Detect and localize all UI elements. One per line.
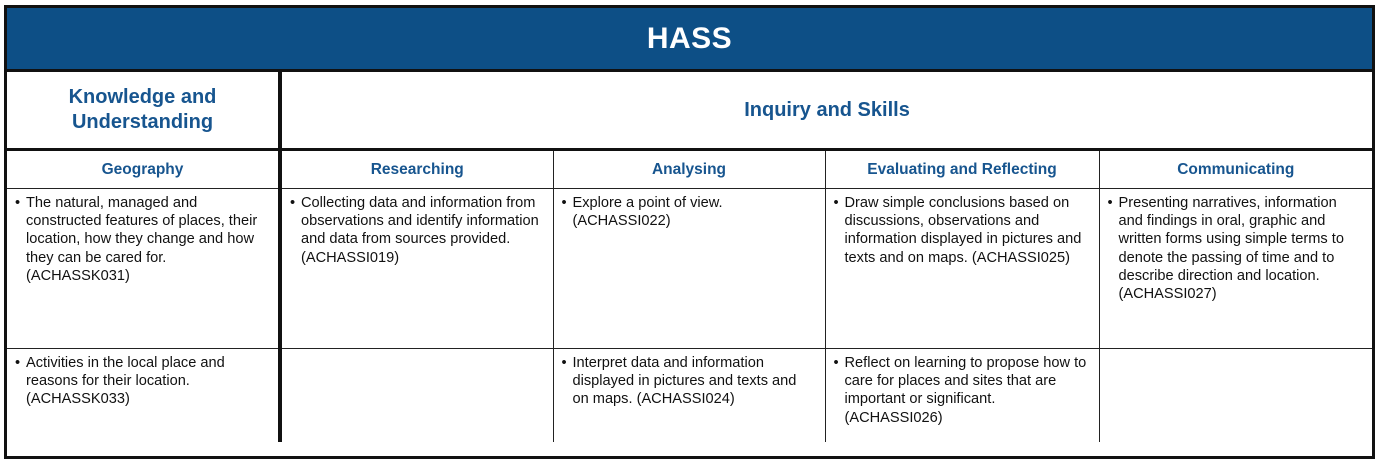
bullet-glyph: • xyxy=(561,195,567,211)
table-cell xyxy=(7,349,280,443)
cell-text: Collecting data and information from observations and identify information and data from sources provided. (ACHASSI019) xyxy=(301,195,539,266)
table-cell xyxy=(280,189,553,349)
bullet-glyph: • xyxy=(833,355,839,371)
bullet-glyph: • xyxy=(561,355,567,371)
bullet-glyph: • xyxy=(833,195,839,211)
table-cell-empty xyxy=(280,349,553,443)
table-cell-empty xyxy=(1099,349,1372,443)
hass-curriculum-table xyxy=(4,5,1375,459)
table-cell xyxy=(7,189,280,349)
cell-text: The natural, managed and constructed features of places, their location, how they change and how they can be cared for. (ACHASSK031) xyxy=(26,195,258,284)
cell-text: Reflect on learning to propose how to care for places and sites that are important or significant. (ACHASSI026) xyxy=(844,355,1087,426)
column-header-communicating: Communicating xyxy=(1099,150,1372,189)
table-title: HASS xyxy=(7,8,1372,71)
cell-text: Activities in the local place and reasons for their location. (ACHASSK033) xyxy=(26,355,225,408)
table-row xyxy=(7,349,1372,443)
bullet-glyph: • xyxy=(15,195,21,211)
bullet-glyph: • xyxy=(15,355,21,371)
column-header-evaluating: Evaluating and Reflecting xyxy=(825,150,1099,189)
bullet-glyph: • xyxy=(290,195,296,211)
column-header-geography: Geography xyxy=(7,150,280,189)
group-heading-inquiry: Inquiry and Skills xyxy=(280,71,1372,150)
table-cell xyxy=(1099,189,1372,349)
table-cell xyxy=(825,189,1099,349)
table-row xyxy=(7,189,1372,349)
bullet-glyph: • xyxy=(1107,195,1113,211)
table-cell xyxy=(825,349,1099,443)
column-header-analysing: Analysing xyxy=(553,150,825,189)
column-header-researching: Researching xyxy=(280,150,553,189)
table-cell xyxy=(553,189,825,349)
cell-text: Interpret data and information displayed in pictures and texts and on maps. (ACHASSI024) xyxy=(572,355,797,408)
table-cell xyxy=(553,349,825,443)
cell-text: Draw simple conclusions based on discussions, observations and information displayed in pictures and texts and on maps. (ACHASSI025) xyxy=(844,195,1082,266)
cell-text: Explore a point of view. (ACHASSI022) xyxy=(572,195,723,230)
group-heading-knowledge xyxy=(7,71,280,150)
group-heading-knowledge-label: Knowledge and Understanding xyxy=(68,86,217,133)
cell-text: Presenting narratives, information and findings in oral, graphic and written forms using simple terms to denote the passing of time and to describe direction and location. (ACHASSI027) xyxy=(1118,195,1344,303)
